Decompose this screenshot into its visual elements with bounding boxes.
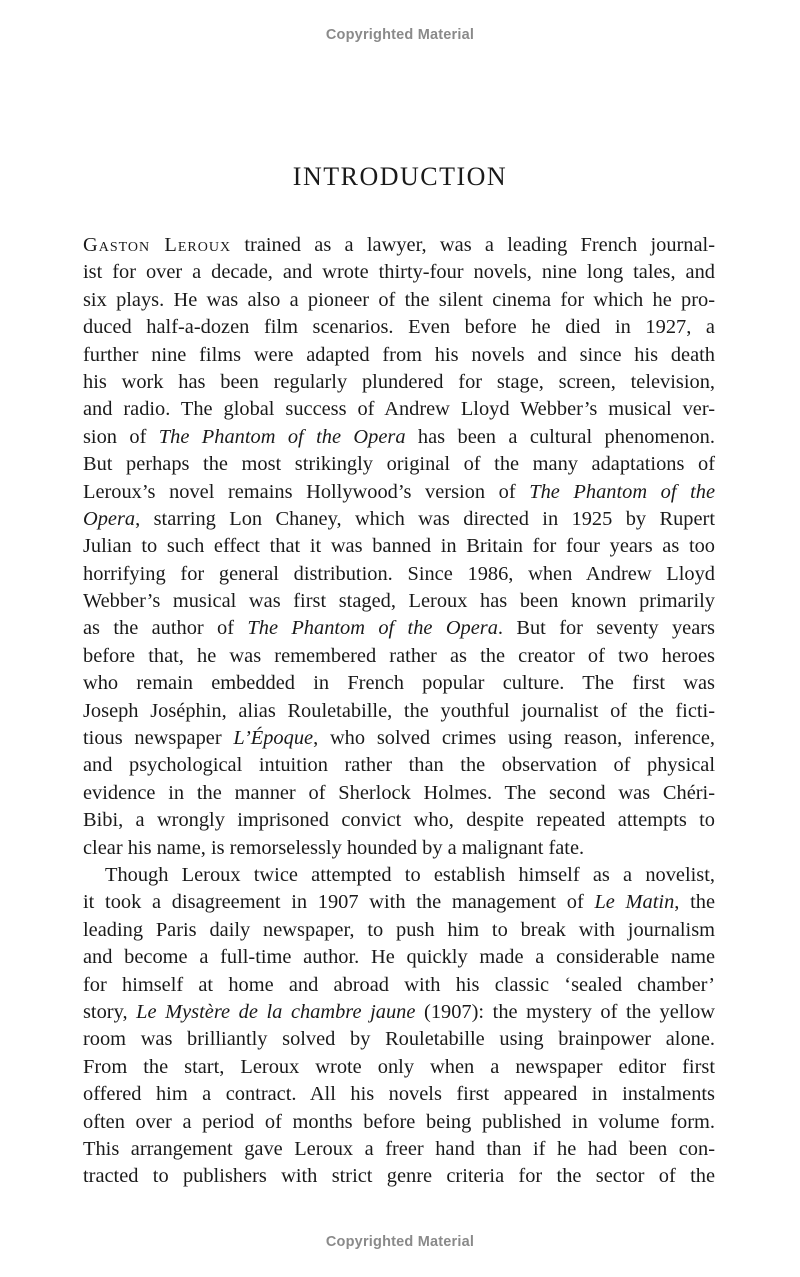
text-line: But perhaps the most strikingly original of the many adaptations of bbox=[83, 453, 715, 476]
text-line: who remain embedded in French popular culture. The first was bbox=[83, 672, 715, 695]
text-line: Joseph Joséphin, alias Rouletabille, the youthful journalist of the ficti- bbox=[83, 699, 715, 722]
text-line: ist for over a decade, and wrote thirty-four novels, nine long tales, and bbox=[83, 261, 715, 284]
text-line: horrifying for general distribution. Since 1986, when Andrew Lloyd bbox=[83, 562, 715, 585]
text-line: Gaston Leroux trained as a lawyer, was a leading French journal- bbox=[83, 234, 716, 256]
text-line: This arrangement gave Leroux a freer hand than if he had been con- bbox=[83, 1137, 715, 1160]
text-line: Julian to such effect that it was banned in Britain for four years as too bbox=[83, 535, 715, 558]
paragraph-1 bbox=[83, 232, 715, 862]
text-line: tious newspaper L’Époque, who solved crimes using reason, inference, bbox=[83, 727, 715, 750]
paragraph-2 bbox=[83, 862, 715, 1191]
text-line: duced half-a-dozen film scenarios. Even before he died in 1927, a bbox=[83, 316, 715, 339]
text-line: Leroux’s novel remains Hollywood’s version of The Phantom of the bbox=[83, 480, 716, 503]
text-line: six plays. He was also a pioneer of the silent cinema for which he pro- bbox=[83, 288, 715, 311]
text-line: as the author of The Phantom of the Opera. But for seventy years bbox=[83, 617, 715, 640]
text-line: evidence in the manner of Sherlock Holmes. The second was Chéri- bbox=[83, 781, 715, 804]
text-line: Webber’s musical was first staged, Leroux has been known primarily bbox=[83, 590, 715, 613]
text-line: leading Paris daily newspaper, to push him to break with journalism bbox=[83, 918, 715, 941]
copyright-watermark-top: Copyrighted Material bbox=[325, 27, 475, 43]
text-line: his work has been regularly plundered for stage, screen, television, bbox=[83, 370, 715, 393]
text-line: often over a period of months before being published in volume form. bbox=[83, 1110, 715, 1133]
author-name-small-caps: Gaston Leroux bbox=[83, 234, 232, 256]
text-line: sion of The Phantom of the Opera has been a cultural phenomenon. bbox=[83, 425, 715, 448]
text-line: and psychological intuition rather than the observation of physical bbox=[83, 754, 715, 777]
text-line: room was brilliantly solved by Rouletabille using brainpower alone. bbox=[83, 1028, 715, 1051]
body-text bbox=[83, 232, 715, 1191]
text-line: Opera, starring Lon Chaney, which was directed in 1925 by Rupert bbox=[83, 507, 715, 530]
text-line: further nine films were adapted from his novels and since his death bbox=[83, 343, 715, 366]
text-line: offered him a contract. All his novels first appeared in instalments bbox=[83, 1083, 715, 1106]
text-line: Bibi, a wrongly imprisoned convict who, despite repeated attempts to bbox=[83, 809, 715, 832]
text-line: and become a full-time author. He quickly made a considerable name bbox=[83, 946, 715, 969]
text-line: tracted to publishers with strict genre criteria for the sector of the bbox=[83, 1165, 715, 1188]
text-line: Though Leroux twice attempted to establish himself as a novelist, bbox=[105, 863, 715, 886]
chapter-title: INTRODUCTION bbox=[292, 162, 508, 191]
text-line: and radio. The global success of Andrew Lloyd Webber’s musical ver- bbox=[83, 398, 715, 421]
text-line: for himself at home and abroad with his classic ‘sealed chamber’ bbox=[83, 973, 715, 996]
text-line: clear his name, is remorselessly hounded by a malignant fate. bbox=[83, 836, 585, 859]
text-line: From the start, Leroux wrote only when a newspaper editor first bbox=[83, 1055, 715, 1078]
text-line: story, Le Mystère de la chambre jaune (1907): the mystery of the yellow bbox=[83, 1000, 716, 1023]
copyright-watermark-bottom: Copyrighted Material bbox=[325, 1234, 475, 1250]
text-line: it took a disagreement in 1907 with the management of Le Matin, the bbox=[83, 891, 715, 914]
text-line: before that, he was remembered rather as the creator of two heroes bbox=[83, 644, 715, 667]
